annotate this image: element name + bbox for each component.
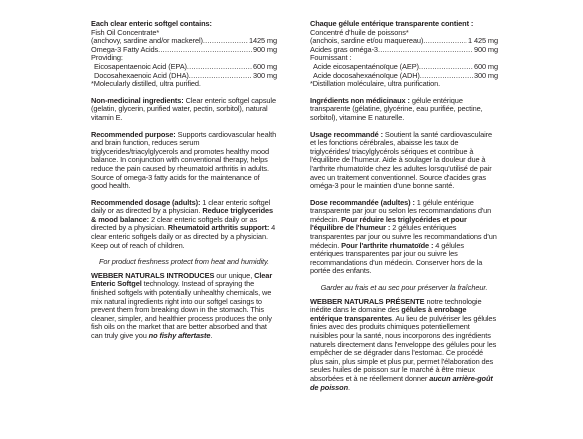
dose-title-2: Reduce triglycerides & mood balance:	[91, 206, 274, 224]
nmi-paragraph-fr	[310, 97, 498, 123]
footnote-fr: *Distillation moléculaire, ultra purification.	[310, 79, 441, 89]
intro-text-2: technology. Instead of spraying the finished softgels with potentially unhealthy chemicals, we mix natural ingredients right into our softgel casings to prevent them from breaking down in the stomach. This cleaner, simpler, and healthier process produces the only fish oils on the market that are better absorbed and that can truly give you	[91, 279, 272, 340]
nmi-title-fr: Ingrédients non médicinaux :	[310, 95, 410, 105]
french-column	[310, 20, 498, 392]
intro-title-2: Clear Enteric Softgel	[91, 270, 273, 289]
dose-title-2-fr: Pour réduire les triglycérides et pour l'équilibre de l'humeur :	[310, 214, 467, 233]
intro-title-2-fr: gélules à enrobage entérique transparentes	[310, 305, 467, 323]
intro-end-fr: .	[348, 382, 350, 392]
dose-text-1-fr: 1 gélule entérique transparente par jour ou selon les recommandations d'un médecin.	[310, 197, 492, 224]
use-paragraph-fr	[310, 131, 498, 191]
dose-title-3-fr: Pour l'arthrite rhumatoïde :	[341, 240, 434, 250]
epa-value: 600 mg	[252, 61, 277, 71]
dha-label-fr: Acide docosahexaénoïque (ADH)	[313, 70, 420, 80]
storage-note-fr: Garder au frais et au sec pour préserver la fraîcheur.	[320, 283, 488, 293]
dose-text-1: 1 clear enteric softgel daily or as directed by a physician.	[91, 197, 271, 216]
dha-label: Docosahexaenoic Acid (DHA)	[94, 70, 189, 80]
dha-value: 300 mg	[252, 70, 277, 80]
fish-oil-value: 1425 mg	[248, 36, 277, 46]
dose-paragraph	[91, 199, 277, 251]
leader-dots	[419, 63, 473, 72]
contains-title-fr: Chaque gélule entérique transparente contient :	[310, 19, 474, 28]
contains-title: Each clear enteric softgel contains:	[91, 19, 212, 28]
dose-text-2-fr: 2 gélules entériques transparentes par jour ou suivre les recommandations d'un médecin.	[310, 223, 497, 250]
fish-oil-label: Fish Oil Concentrate*	[91, 27, 160, 37]
use-title-fr: Usage recommandé :	[310, 129, 383, 139]
fish-oil-source-fr: (anchois, sardine et/ou maquereau)	[310, 36, 424, 46]
leader-dots	[203, 37, 248, 46]
footnote: *Molecularly distilled, ultra purified.	[91, 79, 201, 89]
fish-oil-label-fr: Concentré d'huile de poissons*	[310, 27, 409, 37]
epa-label-fr: Acide eicosapentaénoïque (AEP)	[313, 61, 419, 71]
leader-dots	[187, 63, 252, 72]
dose-text-3: 4 clear enteric softgels daily or as directed by a physician. Keep out of reach of children.	[91, 223, 276, 250]
fish-oil-value-fr: 1 425 mg	[467, 36, 498, 46]
providing-label-fr: Fournissant :	[310, 53, 352, 63]
intro-paragraph-fr	[310, 298, 498, 393]
intro-tail-fr: aucun arrière-goût de poisson	[310, 373, 493, 392]
nmi-paragraph	[91, 97, 277, 123]
nmi-text-fr: gélule entérique transparente (gélatine, glycérine, eau purifiée, pectine, sorbitol), vitamine E naturelle.	[310, 95, 483, 122]
dose-title: Recommended dosage (adults):	[91, 197, 201, 207]
leader-dots	[158, 46, 252, 55]
dose-title-fr: Dose recommandée (adultes) :	[310, 197, 415, 207]
dha-value-fr: 300 mg	[473, 70, 498, 80]
omega-label: Omega-3 Fatty Acids	[91, 44, 159, 54]
intro-tail: no fishy aftertaste	[148, 331, 211, 340]
dose-title-3: Rheumatoid arthritis support:	[167, 223, 270, 233]
intro-title: WEBBER NATURALS INTRODUCES	[91, 270, 215, 280]
english-column	[91, 20, 277, 341]
intro-paragraph	[91, 272, 277, 341]
use-title: Recommended purpose:	[91, 129, 176, 139]
omega-value-fr: 900 mg	[473, 44, 498, 54]
use-paragraph	[91, 131, 277, 191]
nmi-title: Non-medicinal ingredients:	[91, 95, 184, 105]
dose-paragraph-fr	[310, 199, 498, 276]
use-text: Supports cardiovascular health and brain function, reduces serum triglycerides/triacylglycerols and promotes healthy mood balance. In conjunction with conventional therapy, helps reduce the pain caused by rheumatoid arthritis in adults. Source of omega-3 fatty acids for the maintenance of good health.	[91, 129, 277, 191]
storage-note: For product freshness protect from heat and humidity.	[99, 257, 269, 267]
use-text-fr: Soutient la santé cardiovasculaire et les fonctions cérébrales, abaisse les taux de triglycérides/ triacylglycérols sériques et contribue à l'équilibre de l'humeur. Aide à soulager la douleur due à l'arthrite rhumatoïde chez les adultes lorsqu'utilisé de pair avec un traitement conventionnel. Source d'acides gras oméga-3 pour le maintien d'une bonne santé.	[310, 129, 493, 191]
omega-label-fr: Acides gras oméga-3	[310, 44, 378, 54]
omega-value: 900 mg	[252, 44, 277, 54]
fish-oil-source: (anchovy, sardine and/or mackerel)	[91, 36, 203, 46]
dose-text-2: 2 clear enteric softgels daily or as directed by a physician.	[91, 214, 258, 233]
epa-value-fr: 600 mg	[473, 61, 498, 71]
providing-label: Providing:	[91, 53, 123, 63]
leader-dots	[423, 37, 467, 46]
intro-title-fr: WEBBER NATURALS PRÉSENTE	[310, 296, 425, 306]
intro-end: .	[210, 331, 213, 340]
epa-label: Eicosapentaenoic Acid (EPA)	[94, 61, 187, 71]
intro-text-2-fr: . Au lieu de pulvériser les gélules finies avec des produits chimiques potentiellement nuisibles pour la santé, nous incorporons des ingrédients naturels directement dans l'enveloppe des gélules pour les empêcher de se dégrader dans l'estomac. Ce procédé plus sain, plus simple et plus pur, permet l'élaboration des seules huiles de poisson sur le marché à être mieux absorbées et à ne réellement donner	[310, 313, 497, 383]
leader-dots	[378, 46, 473, 55]
intro-text-1-fr: notre technologie inédite dans le domaine des	[310, 296, 482, 315]
nmi-text: Clear enteric softgel capsule (gelatin, glycerin, purified water, pectin, sorbitol), natural vitamin E.	[91, 95, 276, 122]
dose-text-3-fr: 4 gélules entériques transparentes par jour ou suivre les recommandations d'un médecin. Conserver hors de la portée des enfants.	[310, 240, 483, 276]
intro-text-1: our unique,	[214, 270, 255, 280]
